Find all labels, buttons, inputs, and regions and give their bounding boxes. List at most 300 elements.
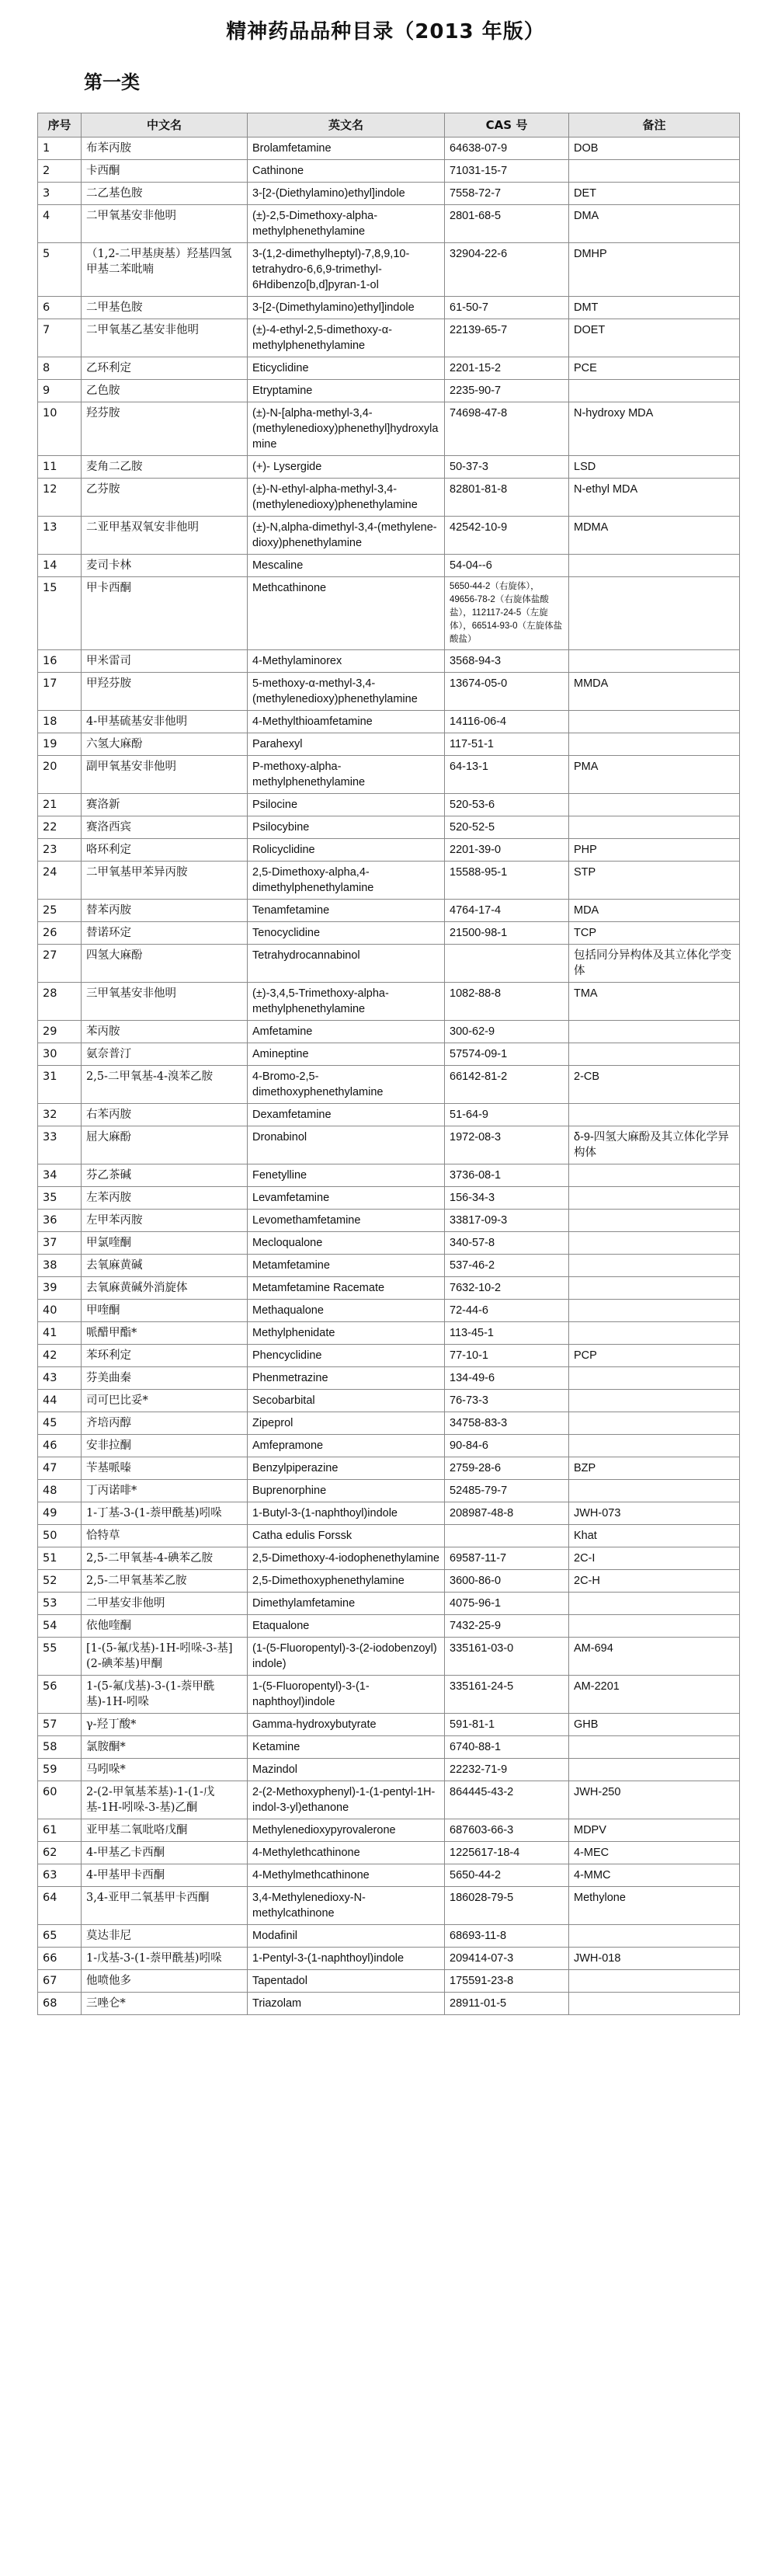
cell-cas-number — [445, 1525, 569, 1547]
cell-english-name: (±)-N,alpha-dimethyl-3,4-(methylene-dioxy)phenethylamine — [248, 517, 445, 555]
cell-chinese-name: 3,4-亚甲二氧基甲卡西酮 — [82, 1887, 248, 1925]
cell-row-number: 32 — [38, 1104, 82, 1126]
cell-row-number: 50 — [38, 1525, 82, 1547]
cell-note: PCE — [569, 357, 740, 380]
cell-row-number: 6 — [38, 297, 82, 319]
cell-chinese-name: 莫达非尼 — [82, 1925, 248, 1948]
cell-english-name: Parahexyl — [248, 733, 445, 756]
cell-row-number: 60 — [38, 1781, 82, 1819]
cell-row-number: 64 — [38, 1887, 82, 1925]
cell-note — [569, 1390, 740, 1412]
cell-english-name: Mazindol — [248, 1759, 445, 1781]
cell-chinese-name: 卡西酮 — [82, 160, 248, 183]
cell-note: TMA — [569, 983, 740, 1021]
cell-cas-number: 5650-44-2（右旋体），49656-78-2（右旋体盐酸盐），112117-24-5（左旋体），66514-93-0（左旋体盐酸盐） — [445, 577, 569, 650]
cell-note: JWH-073 — [569, 1502, 740, 1525]
cell-chinese-name: 依他喹酮 — [82, 1615, 248, 1638]
cell-note: DMA — [569, 205, 740, 243]
cell-note — [569, 1970, 740, 1993]
cell-chinese-name: 苯环利定 — [82, 1345, 248, 1367]
cell-cas-number: 51-64-9 — [445, 1104, 569, 1126]
cell-english-name: 4-Methylethcathinone — [248, 1842, 445, 1864]
cell-english-name: Amineptine — [248, 1043, 445, 1066]
cell-note — [569, 1615, 740, 1638]
cell-english-name: 2,5-Dimethoxy-4-iodophenethylamine — [248, 1547, 445, 1570]
column-header-no: 序号 — [38, 113, 82, 138]
cell-cas-number: 6740-88-1 — [445, 1736, 569, 1759]
cell-note: DOB — [569, 138, 740, 160]
cell-note — [569, 733, 740, 756]
cell-cas-number: 113-45-1 — [445, 1322, 569, 1345]
cell-chinese-name: 二甲氧基乙基安非他明 — [82, 319, 248, 357]
table-row — [38, 205, 740, 243]
cell-note: 2C-H — [569, 1570, 740, 1593]
table-row — [38, 1502, 740, 1525]
cell-cas-number: 2759-28-6 — [445, 1457, 569, 1480]
cell-english-name: Tetrahydrocannabinol — [248, 945, 445, 983]
cell-row-number: 47 — [38, 1457, 82, 1480]
cell-chinese-name: 羟芬胺 — [82, 402, 248, 456]
cell-english-name: Phencyclidine — [248, 1345, 445, 1367]
cell-note: MDMA — [569, 517, 740, 555]
cell-english-name: Secobarbital — [248, 1390, 445, 1412]
cell-chinese-name: 苄基哌嗪 — [82, 1457, 248, 1480]
cell-note — [569, 1300, 740, 1322]
cell-english-name: Benzylpiperazine — [248, 1457, 445, 1480]
table-row — [38, 1300, 740, 1322]
cell-english-name: (±)-2,5-Dimethoxy-alpha-methylphenethylamine — [248, 205, 445, 243]
cell-chinese-name: 4-甲基乙卡西酮 — [82, 1842, 248, 1864]
cell-row-number: 22 — [38, 816, 82, 839]
cell-english-name: 2-(2-Methoxyphenyl)-1-(1-pentyl-1H-indol-3-yl)ethanone — [248, 1781, 445, 1819]
cell-chinese-name: 屈大麻酚 — [82, 1126, 248, 1164]
cell-note — [569, 555, 740, 577]
table-row — [38, 1210, 740, 1232]
cell-note — [569, 1210, 740, 1232]
cell-row-number: 57 — [38, 1714, 82, 1736]
cell-row-number: 23 — [38, 839, 82, 862]
cell-cas-number: 2235-90-7 — [445, 380, 569, 402]
cell-cas-number: 54-04--6 — [445, 555, 569, 577]
cell-row-number: 15 — [38, 577, 82, 650]
cell-row-number: 43 — [38, 1367, 82, 1390]
cell-note: Methylone — [569, 1887, 740, 1925]
table-row — [38, 1367, 740, 1390]
cell-note: Khat — [569, 1525, 740, 1547]
table-row — [38, 733, 740, 756]
cell-cas-number: 209414-07-3 — [445, 1948, 569, 1970]
cell-row-number: 7 — [38, 319, 82, 357]
table-row — [38, 1066, 740, 1104]
table-row — [38, 402, 740, 456]
cell-row-number: 51 — [38, 1547, 82, 1570]
cell-english-name: Amfepramone — [248, 1435, 445, 1457]
table-row — [38, 922, 740, 945]
cell-english-name: (±)-4-ethyl-2,5-dimethoxy-α-methylphenethylamine — [248, 319, 445, 357]
drug-catalog-table — [37, 113, 740, 2015]
table-row — [38, 1322, 740, 1345]
cell-english-name: Tapentadol — [248, 1970, 445, 1993]
cell-row-number: 18 — [38, 711, 82, 733]
table-row — [38, 357, 740, 380]
cell-chinese-name: 亚甲基二氧吡咯戊酮 — [82, 1819, 248, 1842]
table-row — [38, 1736, 740, 1759]
cell-note — [569, 1255, 740, 1277]
cell-chinese-name: 左甲苯丙胺 — [82, 1210, 248, 1232]
cell-english-name: 3-[2-(Dimethylamino)ethyl]indole — [248, 297, 445, 319]
cell-chinese-name: 二亚甲基双氧安非他明 — [82, 517, 248, 555]
table-row — [38, 1126, 740, 1164]
cell-note: TCP — [569, 922, 740, 945]
cell-cas-number: 32904-22-6 — [445, 243, 569, 297]
cell-english-name: Methaqualone — [248, 1300, 445, 1322]
table-row — [38, 945, 740, 983]
cell-note: GHB — [569, 1714, 740, 1736]
cell-english-name: (+)- Lysergide — [248, 456, 445, 479]
column-header-english-name: 英文名 — [248, 113, 445, 138]
table-row — [38, 1345, 740, 1367]
cell-note — [569, 1043, 740, 1066]
cell-note: PHP — [569, 839, 740, 862]
cell-row-number: 37 — [38, 1232, 82, 1255]
cell-row-number: 40 — [38, 1300, 82, 1322]
cell-row-number: 44 — [38, 1390, 82, 1412]
cell-chinese-name: γ-羟丁酸* — [82, 1714, 248, 1736]
table-row — [38, 673, 740, 711]
cell-english-name: Mescaline — [248, 555, 445, 577]
cell-chinese-name: 安非拉酮 — [82, 1435, 248, 1457]
cell-chinese-name: 2,5-二甲氧基-4-碘苯乙胺 — [82, 1547, 248, 1570]
cell-cas-number: 90-84-6 — [445, 1435, 569, 1457]
cell-cas-number: 34758-83-3 — [445, 1412, 569, 1435]
cell-note: JWH-250 — [569, 1781, 740, 1819]
cell-chinese-name: 甲卡西酮 — [82, 577, 248, 650]
cell-cas-number — [445, 945, 569, 983]
cell-row-number: 52 — [38, 1570, 82, 1593]
cell-row-number: 16 — [38, 650, 82, 673]
cell-chinese-name: 二乙基色胺 — [82, 183, 248, 205]
table-row — [38, 1232, 740, 1255]
cell-cas-number: 335161-24-5 — [445, 1676, 569, 1714]
cell-chinese-name: 氨奈普汀 — [82, 1043, 248, 1066]
cell-cas-number: 68693-11-8 — [445, 1925, 569, 1948]
cell-chinese-name: 马吲哚* — [82, 1759, 248, 1781]
cell-english-name: Metamfetamine Racemate — [248, 1277, 445, 1300]
cell-row-number: 19 — [38, 733, 82, 756]
table-row — [38, 756, 740, 794]
table-row — [38, 297, 740, 319]
cell-cas-number: 186028-79-5 — [445, 1887, 569, 1925]
cell-note: DMT — [569, 297, 740, 319]
cell-english-name: 2,5-Dimethoxyphenethylamine — [248, 1570, 445, 1593]
table-row — [38, 1277, 740, 1300]
cell-note — [569, 1736, 740, 1759]
table-row — [38, 1104, 740, 1126]
cell-chinese-name: 咯环利定 — [82, 839, 248, 862]
table-row — [38, 1570, 740, 1593]
column-header-chinese-name: 中文名 — [82, 113, 248, 138]
cell-row-number: 26 — [38, 922, 82, 945]
table-row — [38, 862, 740, 900]
cell-cas-number: 21500-98-1 — [445, 922, 569, 945]
cell-cas-number: 28911-01-5 — [445, 1993, 569, 2015]
cell-english-name: Cathinone — [248, 160, 445, 183]
cell-cas-number: 156-34-3 — [445, 1187, 569, 1210]
cell-cas-number: 864445-43-2 — [445, 1781, 569, 1819]
cell-cas-number: 13674-05-0 — [445, 673, 569, 711]
cell-row-number: 3 — [38, 183, 82, 205]
cell-chinese-name: 替苯丙胺 — [82, 900, 248, 922]
cell-row-number: 35 — [38, 1187, 82, 1210]
cell-note — [569, 1104, 740, 1126]
cell-chinese-name: 哌醋甲酯* — [82, 1322, 248, 1345]
cell-note: AM-2201 — [569, 1676, 740, 1714]
cell-cas-number: 4075-96-1 — [445, 1593, 569, 1615]
cell-english-name: 3,4-Methylenedioxy-N-methylcathinone — [248, 1887, 445, 1925]
table-body — [38, 138, 740, 2015]
cell-note: MDPV — [569, 1819, 740, 1842]
cell-chinese-name: 四氢大麻酚 — [82, 945, 248, 983]
cell-cas-number: 300-62-9 — [445, 1021, 569, 1043]
cell-cas-number: 69587-11-7 — [445, 1547, 569, 1570]
table-row — [38, 1457, 740, 1480]
cell-chinese-name: 2-(2-甲氧基苯基)-1-(1-戊基-1H-吲哚-3-基)乙酮 — [82, 1781, 248, 1819]
table-row — [38, 900, 740, 922]
table-row — [38, 138, 740, 160]
cell-chinese-name: 去氧麻黄碱 — [82, 1255, 248, 1277]
cell-chinese-name: 2,5-二甲氧基-4-溴苯乙胺 — [82, 1066, 248, 1104]
cell-cas-number: 2801-68-5 — [445, 205, 569, 243]
cell-cas-number: 117-51-1 — [445, 733, 569, 756]
cell-chinese-name: 1-(5-氟戊基)-3-(1-萘甲酰基)-1H-吲哚 — [82, 1676, 248, 1714]
cell-english-name: Rolicyclidine — [248, 839, 445, 862]
cell-english-name: Etaqualone — [248, 1615, 445, 1638]
column-header-cas: CAS 号 — [445, 113, 569, 138]
table-row — [38, 1480, 740, 1502]
cell-note: 包括同分异构体及其立体化学变体 — [569, 945, 740, 983]
cell-row-number: 58 — [38, 1736, 82, 1759]
cell-english-name: Amfetamine — [248, 1021, 445, 1043]
cell-row-number: 63 — [38, 1864, 82, 1887]
cell-cas-number: 208987-48-8 — [445, 1502, 569, 1525]
cell-note: PCP — [569, 1345, 740, 1367]
cell-cas-number: 3736-08-1 — [445, 1164, 569, 1187]
cell-note: 2-CB — [569, 1066, 740, 1104]
table-row — [38, 1615, 740, 1638]
cell-cas-number: 64638-07-9 — [445, 138, 569, 160]
cell-cas-number: 22232-71-9 — [445, 1759, 569, 1781]
table-row — [38, 380, 740, 402]
cell-row-number: 54 — [38, 1615, 82, 1638]
cell-cas-number: 1225617-18-4 — [445, 1842, 569, 1864]
table-row — [38, 1525, 740, 1547]
cell-cas-number: 687603-66-3 — [445, 1819, 569, 1842]
cell-row-number: 8 — [38, 357, 82, 380]
cell-chinese-name: 乙芬胺 — [82, 479, 248, 517]
cell-chinese-name: 恰特草 — [82, 1525, 248, 1547]
cell-chinese-name: 甲喹酮 — [82, 1300, 248, 1322]
cell-row-number: 17 — [38, 673, 82, 711]
cell-english-name: Methylphenidate — [248, 1322, 445, 1345]
cell-cas-number: 520-53-6 — [445, 794, 569, 816]
table-row — [38, 839, 740, 862]
cell-row-number: 21 — [38, 794, 82, 816]
cell-chinese-name: 4-甲基甲卡西酮 — [82, 1864, 248, 1887]
cell-cas-number: 66142-81-2 — [445, 1066, 569, 1104]
table-row — [38, 1842, 740, 1864]
cell-note — [569, 1993, 740, 2015]
cell-note — [569, 1277, 740, 1300]
cell-english-name: Eticyclidine — [248, 357, 445, 380]
table-row — [38, 794, 740, 816]
cell-english-name: Catha edulis Forssk — [248, 1525, 445, 1547]
table-row — [38, 160, 740, 183]
table-row — [38, 479, 740, 517]
table-row — [38, 816, 740, 839]
table-row — [38, 1970, 740, 1993]
cell-note: LSD — [569, 456, 740, 479]
table-row — [38, 577, 740, 650]
cell-chinese-name: 布苯丙胺 — [82, 138, 248, 160]
cell-chinese-name: 三唑仑* — [82, 1993, 248, 2015]
cell-row-number: 13 — [38, 517, 82, 555]
cell-chinese-name: 氯胺酮* — [82, 1736, 248, 1759]
cell-english-name: (±)-N-[alpha-methyl-3,4-(methylenedioxy)phenethyl]hydroxylamine — [248, 402, 445, 456]
cell-note: DET — [569, 183, 740, 205]
cell-cas-number: 3600-86-0 — [445, 1570, 569, 1593]
cell-cas-number: 77-10-1 — [445, 1345, 569, 1367]
cell-note: 2C-I — [569, 1547, 740, 1570]
table-row — [38, 555, 740, 577]
table-row — [38, 1412, 740, 1435]
cell-row-number: 12 — [38, 479, 82, 517]
cell-row-number: 9 — [38, 380, 82, 402]
cell-row-number: 29 — [38, 1021, 82, 1043]
cell-chinese-name: 齐培丙醇 — [82, 1412, 248, 1435]
cell-cas-number: 520-52-5 — [445, 816, 569, 839]
cell-cas-number: 335161-03-0 — [445, 1638, 569, 1676]
cell-row-number: 28 — [38, 983, 82, 1021]
table-header — [38, 113, 740, 138]
cell-row-number: 49 — [38, 1502, 82, 1525]
cell-note: MDA — [569, 900, 740, 922]
cell-note — [569, 1164, 740, 1187]
cell-english-name: Tenamfetamine — [248, 900, 445, 922]
cell-chinese-name: 替诺环定 — [82, 922, 248, 945]
cell-note: MMDA — [569, 673, 740, 711]
table-row — [38, 1887, 740, 1925]
cell-row-number: 31 — [38, 1066, 82, 1104]
table-row — [38, 1390, 740, 1412]
cell-english-name: 3-(1,2-dimethylheptyl)-7,8,9,10-tetrahydro-6,6,9-trimethyl-6Hdibenzo[b,d]pyran-1-ol — [248, 243, 445, 297]
cell-english-name: Dexamfetamine — [248, 1104, 445, 1126]
cell-note — [569, 1232, 740, 1255]
cell-row-number: 55 — [38, 1638, 82, 1676]
cell-cas-number: 22139-65-7 — [445, 319, 569, 357]
document-title: 精神药品品种目录（2013 年版） — [226, 20, 545, 44]
section-heading: 第一类 — [84, 71, 140, 93]
cell-row-number: 20 — [38, 756, 82, 794]
cell-cas-number: 4764-17-4 — [445, 900, 569, 922]
cell-note: 4-MEC — [569, 1842, 740, 1864]
cell-english-name: Methcathinone — [248, 577, 445, 650]
cell-note — [569, 1367, 740, 1390]
cell-chinese-name: 乙色胺 — [82, 380, 248, 402]
cell-note: δ-9-四氢大麻酚及其立体化学异构体 — [569, 1126, 740, 1164]
table-row — [38, 1864, 740, 1887]
cell-english-name: 1-Butyl-3-(1-naphthoyl)indole — [248, 1502, 445, 1525]
table-row — [38, 456, 740, 479]
table-row — [38, 711, 740, 733]
cell-note — [569, 1480, 740, 1502]
cell-chinese-name: 去氧麻黄碱外消旋体 — [82, 1277, 248, 1300]
cell-note: PMA — [569, 756, 740, 794]
cell-chinese-name: 苯丙胺 — [82, 1021, 248, 1043]
cell-row-number: 34 — [38, 1164, 82, 1187]
cell-row-number: 68 — [38, 1993, 82, 2015]
table-row — [38, 1593, 740, 1615]
cell-row-number: 11 — [38, 456, 82, 479]
cell-english-name: Modafinil — [248, 1925, 445, 1948]
cell-row-number: 2 — [38, 160, 82, 183]
cell-row-number: 66 — [38, 1948, 82, 1970]
cell-english-name: Dimethylamfetamine — [248, 1593, 445, 1615]
cell-note: BZP — [569, 1457, 740, 1480]
cell-english-name: Triazolam — [248, 1993, 445, 2015]
cell-english-name: 1-(5-Fluoropentyl)-3-(1-naphthoyl)indole — [248, 1676, 445, 1714]
table-row — [38, 1187, 740, 1210]
cell-note — [569, 650, 740, 673]
cell-chinese-name: 赛洛新 — [82, 794, 248, 816]
cell-cas-number: 591-81-1 — [445, 1714, 569, 1736]
cell-chinese-name: 丁丙诺啡* — [82, 1480, 248, 1502]
cell-english-name: Psilocybine — [248, 816, 445, 839]
cell-cas-number: 5650-44-2 — [445, 1864, 569, 1887]
cell-cas-number: 33817-09-3 — [445, 1210, 569, 1232]
cell-note — [569, 1925, 740, 1948]
cell-english-name: (±)-3,4,5-Trimethoxy-alpha-methylphenethylamine — [248, 983, 445, 1021]
cell-cas-number: 42542-10-9 — [445, 517, 569, 555]
cell-row-number: 61 — [38, 1819, 82, 1842]
cell-row-number: 30 — [38, 1043, 82, 1066]
cell-row-number: 38 — [38, 1255, 82, 1277]
table-row — [38, 1547, 740, 1570]
cell-cas-number: 61-50-7 — [445, 297, 569, 319]
table-row — [38, 319, 740, 357]
cell-row-number: 1 — [38, 138, 82, 160]
cell-english-name: Etryptamine — [248, 380, 445, 402]
cell-english-name: Phenmetrazine — [248, 1367, 445, 1390]
cell-english-name: Buprenorphine — [248, 1480, 445, 1502]
cell-cas-number: 57574-09-1 — [445, 1043, 569, 1066]
cell-row-number: 41 — [38, 1322, 82, 1345]
cell-row-number: 24 — [38, 862, 82, 900]
cell-cas-number: 2201-15-2 — [445, 357, 569, 380]
table-row — [38, 650, 740, 673]
cell-row-number: 53 — [38, 1593, 82, 1615]
cell-row-number: 39 — [38, 1277, 82, 1300]
cell-cas-number: 1972-08-3 — [445, 1126, 569, 1164]
cell-cas-number: 76-73-3 — [445, 1390, 569, 1412]
cell-english-name: 4-Methylaminorex — [248, 650, 445, 673]
cell-note — [569, 1021, 740, 1043]
table-row — [38, 1435, 740, 1457]
table-row — [38, 1781, 740, 1819]
cell-note: JWH-018 — [569, 1948, 740, 1970]
cell-chinese-name: 二甲氧基安非他明 — [82, 205, 248, 243]
table-row — [38, 1255, 740, 1277]
cell-chinese-name: （1,2-二甲基庚基）羟基四氢甲基二苯吡喃 — [82, 243, 248, 297]
